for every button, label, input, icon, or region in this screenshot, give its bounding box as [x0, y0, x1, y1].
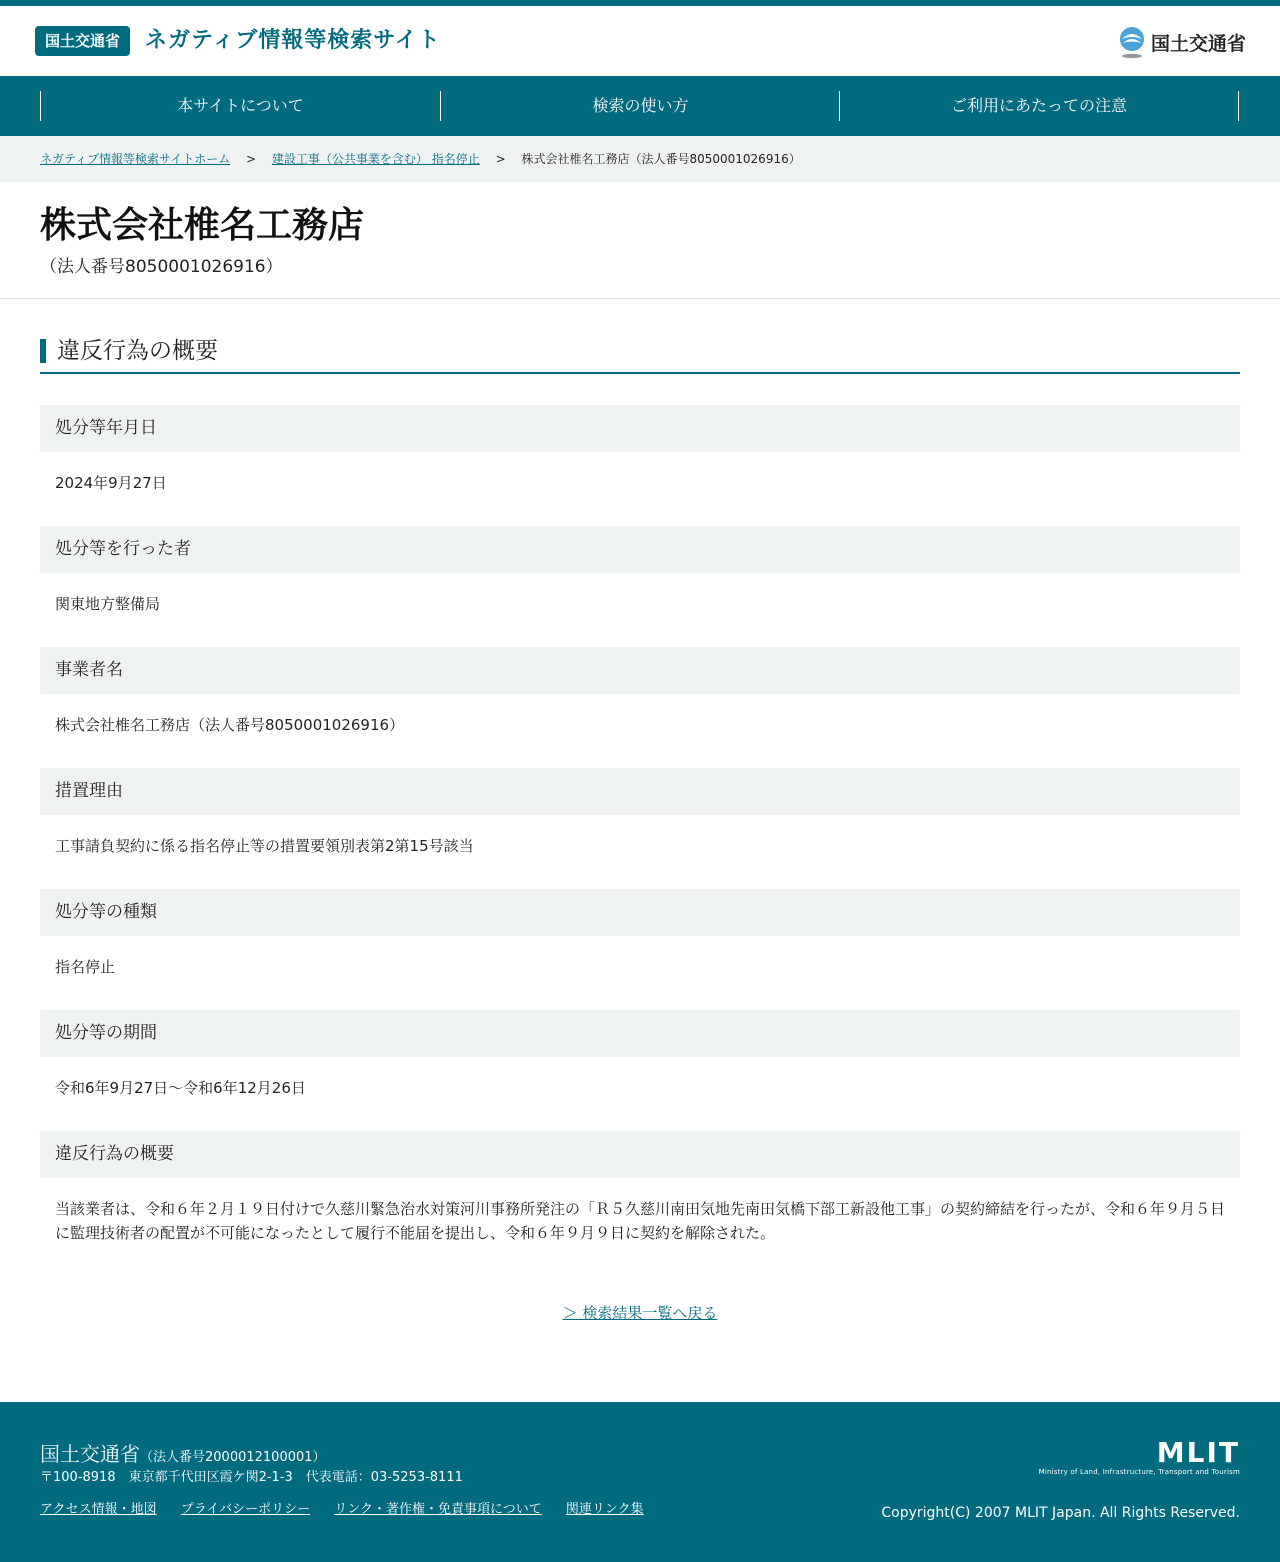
footer-link-related[interactable]: 関連リンク集 [565, 1502, 644, 1517]
section-heading-bar [40, 339, 46, 363]
back-to-results-link[interactable]: ＞ 検索結果一覧へ戻る [562, 1304, 718, 1322]
breadcrumb-separator: > [495, 152, 506, 166]
detail-label: 違反行為の概要 [40, 1131, 1240, 1178]
footer-org-name: 国土交通省 [40, 1442, 140, 1466]
site-header [0, 6, 1280, 76]
detail-value: 関東地方整備局 [55, 595, 161, 613]
detail-label: 処分等を行った者 [40, 526, 1240, 573]
footer-address: 〒100-8918 東京都千代田区霞ケ関2-1-3 代表電話：03-5253-8111 [40, 1470, 463, 1485]
mlit-tagline: Ministry of Land, Infrastructure, Transport and Tourism [1038, 1468, 1240, 1476]
mlit-logo-icon [1117, 25, 1147, 59]
breadcrumb [0, 136, 1280, 182]
detail-label: 措置理由 [40, 768, 1240, 815]
footer-link-privacy[interactable]: プライバシーポリシー [180, 1502, 311, 1517]
section-heading-text: 違反行為の概要 [57, 338, 218, 364]
detail-value: 令和6年9月27日～令和6年12月26日 [55, 1079, 306, 1097]
footer-link-access[interactable]: アクセス情報・地図 [40, 1502, 157, 1517]
global-nav [0, 76, 1280, 136]
mlit-wordmark: MLIT [1156, 1436, 1240, 1469]
site-title[interactable]: ネガティブ情報等検索サイト [145, 28, 441, 53]
nav-item-about[interactable]: 本サイトについて [40, 91, 440, 121]
detail-label: 処分等の種類 [40, 889, 1240, 936]
detail-value: 2024年9月27日 [55, 474, 167, 492]
page-subtitle: （法人番号8050001026916） [40, 257, 283, 277]
detail-value: 工事請負契約に係る指名停止等の措置要領別表第2第15号該当 [55, 837, 474, 855]
detail-value: 株式会社椎名工務店（法人番号8050001026916） [55, 716, 405, 734]
detail-value: 当該業者は、令和６年２月１９日付けで久慈川緊急治水対策河川事務所発注の「Ｒ５久慈川南田気地先南田気橋下部工新設他工事」の契約締結を行ったが、令和６年９月５日に監理技術者の配置が不可能になったとして履行不能届を提出し、令和６年９月９日に契約を解除された。 [55, 1200, 1226, 1242]
title-divider [0, 298, 1280, 299]
breadcrumb-current: 株式会社椎名工務店（法人番号8050001026916） [521, 152, 801, 166]
back-link-container [0, 1301, 1280, 1325]
section-heading [40, 334, 1240, 374]
site-footer [0, 1402, 1280, 1562]
footer-link-copyright[interactable]: リンク・著作権・免責事項について [334, 1502, 542, 1517]
detail-label: 処分等の期間 [40, 1010, 1240, 1057]
detail-value: 指名停止 [55, 958, 116, 976]
footer-links [40, 1500, 664, 1520]
detail-label: 事業者名 [40, 647, 1240, 694]
nav-item-notes[interactable]: ご利用にあたっての注意 [839, 91, 1239, 121]
footer-copyright: Copyright(C) 2007 MLIT Japan. All Rights Reserved. [881, 1505, 1240, 1521]
breadcrumb-category-link[interactable]: 建設工事（公共事業を含む） 指名停止 [271, 152, 480, 166]
logo-text: 国土交通省 [1150, 32, 1246, 55]
mlit-logo[interactable] [1117, 24, 1246, 60]
detail-label: 処分等年月日 [40, 405, 1240, 452]
ministry-badge[interactable]: 国土交通省 [35, 26, 130, 56]
footer-mlit-logo [1030, 1436, 1240, 1480]
breadcrumb-separator: > [246, 152, 257, 166]
footer-org-number: （法人番号2000012100001） [140, 1450, 326, 1465]
breadcrumb-home-link[interactable]: ネガティブ情報等検索サイトホーム [40, 152, 231, 166]
nav-item-how-to-search[interactable]: 検索の使い方 [440, 91, 840, 121]
page-title: 株式会社椎名工務店 [40, 205, 365, 246]
